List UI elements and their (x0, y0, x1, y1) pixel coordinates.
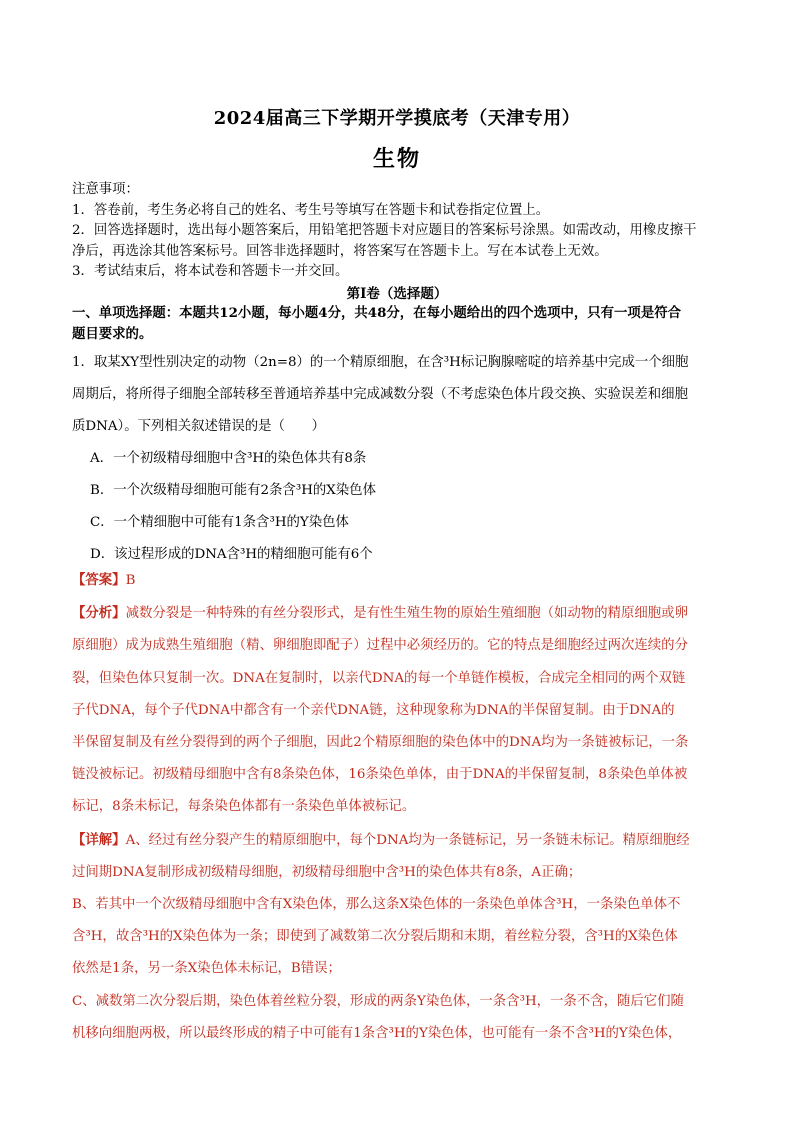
analysis-line: 原细胞）成为成熟生殖细胞（精、卵细胞即配子）过程中必须经历的。它的特点是细胞经过两次连续的分 (72, 638, 688, 654)
notes-heading: 注意事项： (72, 182, 139, 197)
analysis-line: 子代DNA，每个子代DNA中都含有一个亲代DNA链，这种现象称为DNA的半保留复制。由于DNA的 (72, 702, 675, 718)
notes-item: 3．考试结束后，将本试卷和答题卡一并交回。 (72, 264, 349, 279)
exam-title: 2024届高三下学期开学摸底考（天津专用） (213, 108, 581, 129)
analysis-line: 链没被标记。初级精母细胞中含有8条染色体，16条染色单体，由于DNA的半保留复制，8条染色单体被 (72, 767, 688, 783)
detail-line: B、若其中一个次级精母细胞中含有X染色体，那么这条X染色体的一条染色单体含³H，一条染色单体不 (72, 897, 681, 913)
detail-line: C、减数第二次分裂后期，染色体着丝粒分裂，形成的两条Y染色体，一条含³H，一条不含，随后它们随 (72, 993, 684, 1009)
option-c: C．一个精细胞中可能有1条含³H的Y染色体 (90, 515, 349, 530)
detail-line: 依然是1条，另一条X染色体未标记，B错误； (72, 961, 341, 977)
notes-item: 净后，再选涂其他答案标号。回答非选择题时，将答案写在答题卡上。写在本试卷上无效。 (72, 243, 608, 259)
option-a: A．一个初级精母细胞中含³H的染色体共有8条 (90, 451, 367, 466)
notes-section (72, 180, 724, 283)
section-heading: 第Ⅰ卷（选择题） (346, 286, 448, 302)
question-stem-line: 周期后，将所得子细胞全部转移至普通培养基中完成减数分裂（不考虑染色体片段交换、实验误差和细胞 (72, 387, 688, 402)
detail-line: 含³H，故含³H的X染色体为一条；即使到了减数第二次分裂后期和末期，着丝粒分裂，含³H的X染色体 (72, 929, 678, 945)
section-desc-line: 题目要求的。 (72, 325, 153, 342)
subject-title: 生物 (372, 146, 421, 172)
detail-label: 【详解】 (72, 831, 126, 848)
question-stem-line: 1．取某XY型性别决定的动物（2n=8）的一个精原细胞，在含³H标记胸腺嘧啶的培养基中完成一个细胞 (72, 355, 689, 370)
notes-item: 1．答卷前，考生务必将自己的姓名、考生号等填写在答题卡和试卷指定位置上。 (72, 202, 550, 218)
answer-label: 【答案】 (72, 572, 126, 588)
notes-item: 2．回答选择题时，选出每小题答案后，用铅笔把答题卡对应题目的答案标号涂黑。如需改动，用橡皮擦干 (72, 223, 697, 238)
option-d: D．该过程形成的DNA含³H的精细胞可能有6个 (90, 547, 373, 562)
answer-value: B (125, 573, 136, 588)
section-desc-line: 一、单项选择题：本题共12小题，每小题4分，共48分，在每小题给出的四个选项中，只有一项是符合 (72, 305, 681, 321)
option-b: B．一个次级精母细胞可能有2条含³H的X染色体 (90, 483, 376, 498)
detail-line: 过间期DNA复制形成初级精母细胞，初级精母细胞中含³H的染色体共有8条，A正确； (72, 864, 582, 880)
analysis-label: 【分析】 (72, 605, 126, 622)
question-stem-line: 质DNA）。下列相关叙述错误的是（ ） (72, 419, 326, 434)
analysis-line: 标记，8条未标记，每条染色体都有一条染色单体被标记。 (72, 799, 416, 815)
answer-explanation (72, 564, 724, 1050)
analysis-line: 半保留复制及有丝分裂得到的两个子细胞，因此2个精原细胞的染色体中的DNA均为一条链被标记，一条 (72, 735, 689, 751)
answer-line (72, 564, 724, 597)
question-1 (72, 347, 724, 571)
section-description (72, 303, 724, 344)
analysis-line: 裂，但染色体只复制一次。DNA在复制时，以亲代DNA的每一个单链作模板，合成完全相同的两个双链 (72, 670, 686, 686)
detail-line: 机移向细胞两极，所以最终形成的精子中可能有1条含³H的Y染色体，也可能有一条不含³H的Y染色体， (72, 1025, 682, 1041)
analysis-line: 【分析】减数分裂是一种特殊的有丝分裂形式，是有性生殖生物的原始生殖细胞（如动物的精原细胞或卵 (72, 605, 688, 622)
detail-line: 【详解】A、经过有丝分裂产生的精原细胞中，每个DNA均为一条链标记，另一条链未标记。精原细胞经 (72, 831, 690, 848)
